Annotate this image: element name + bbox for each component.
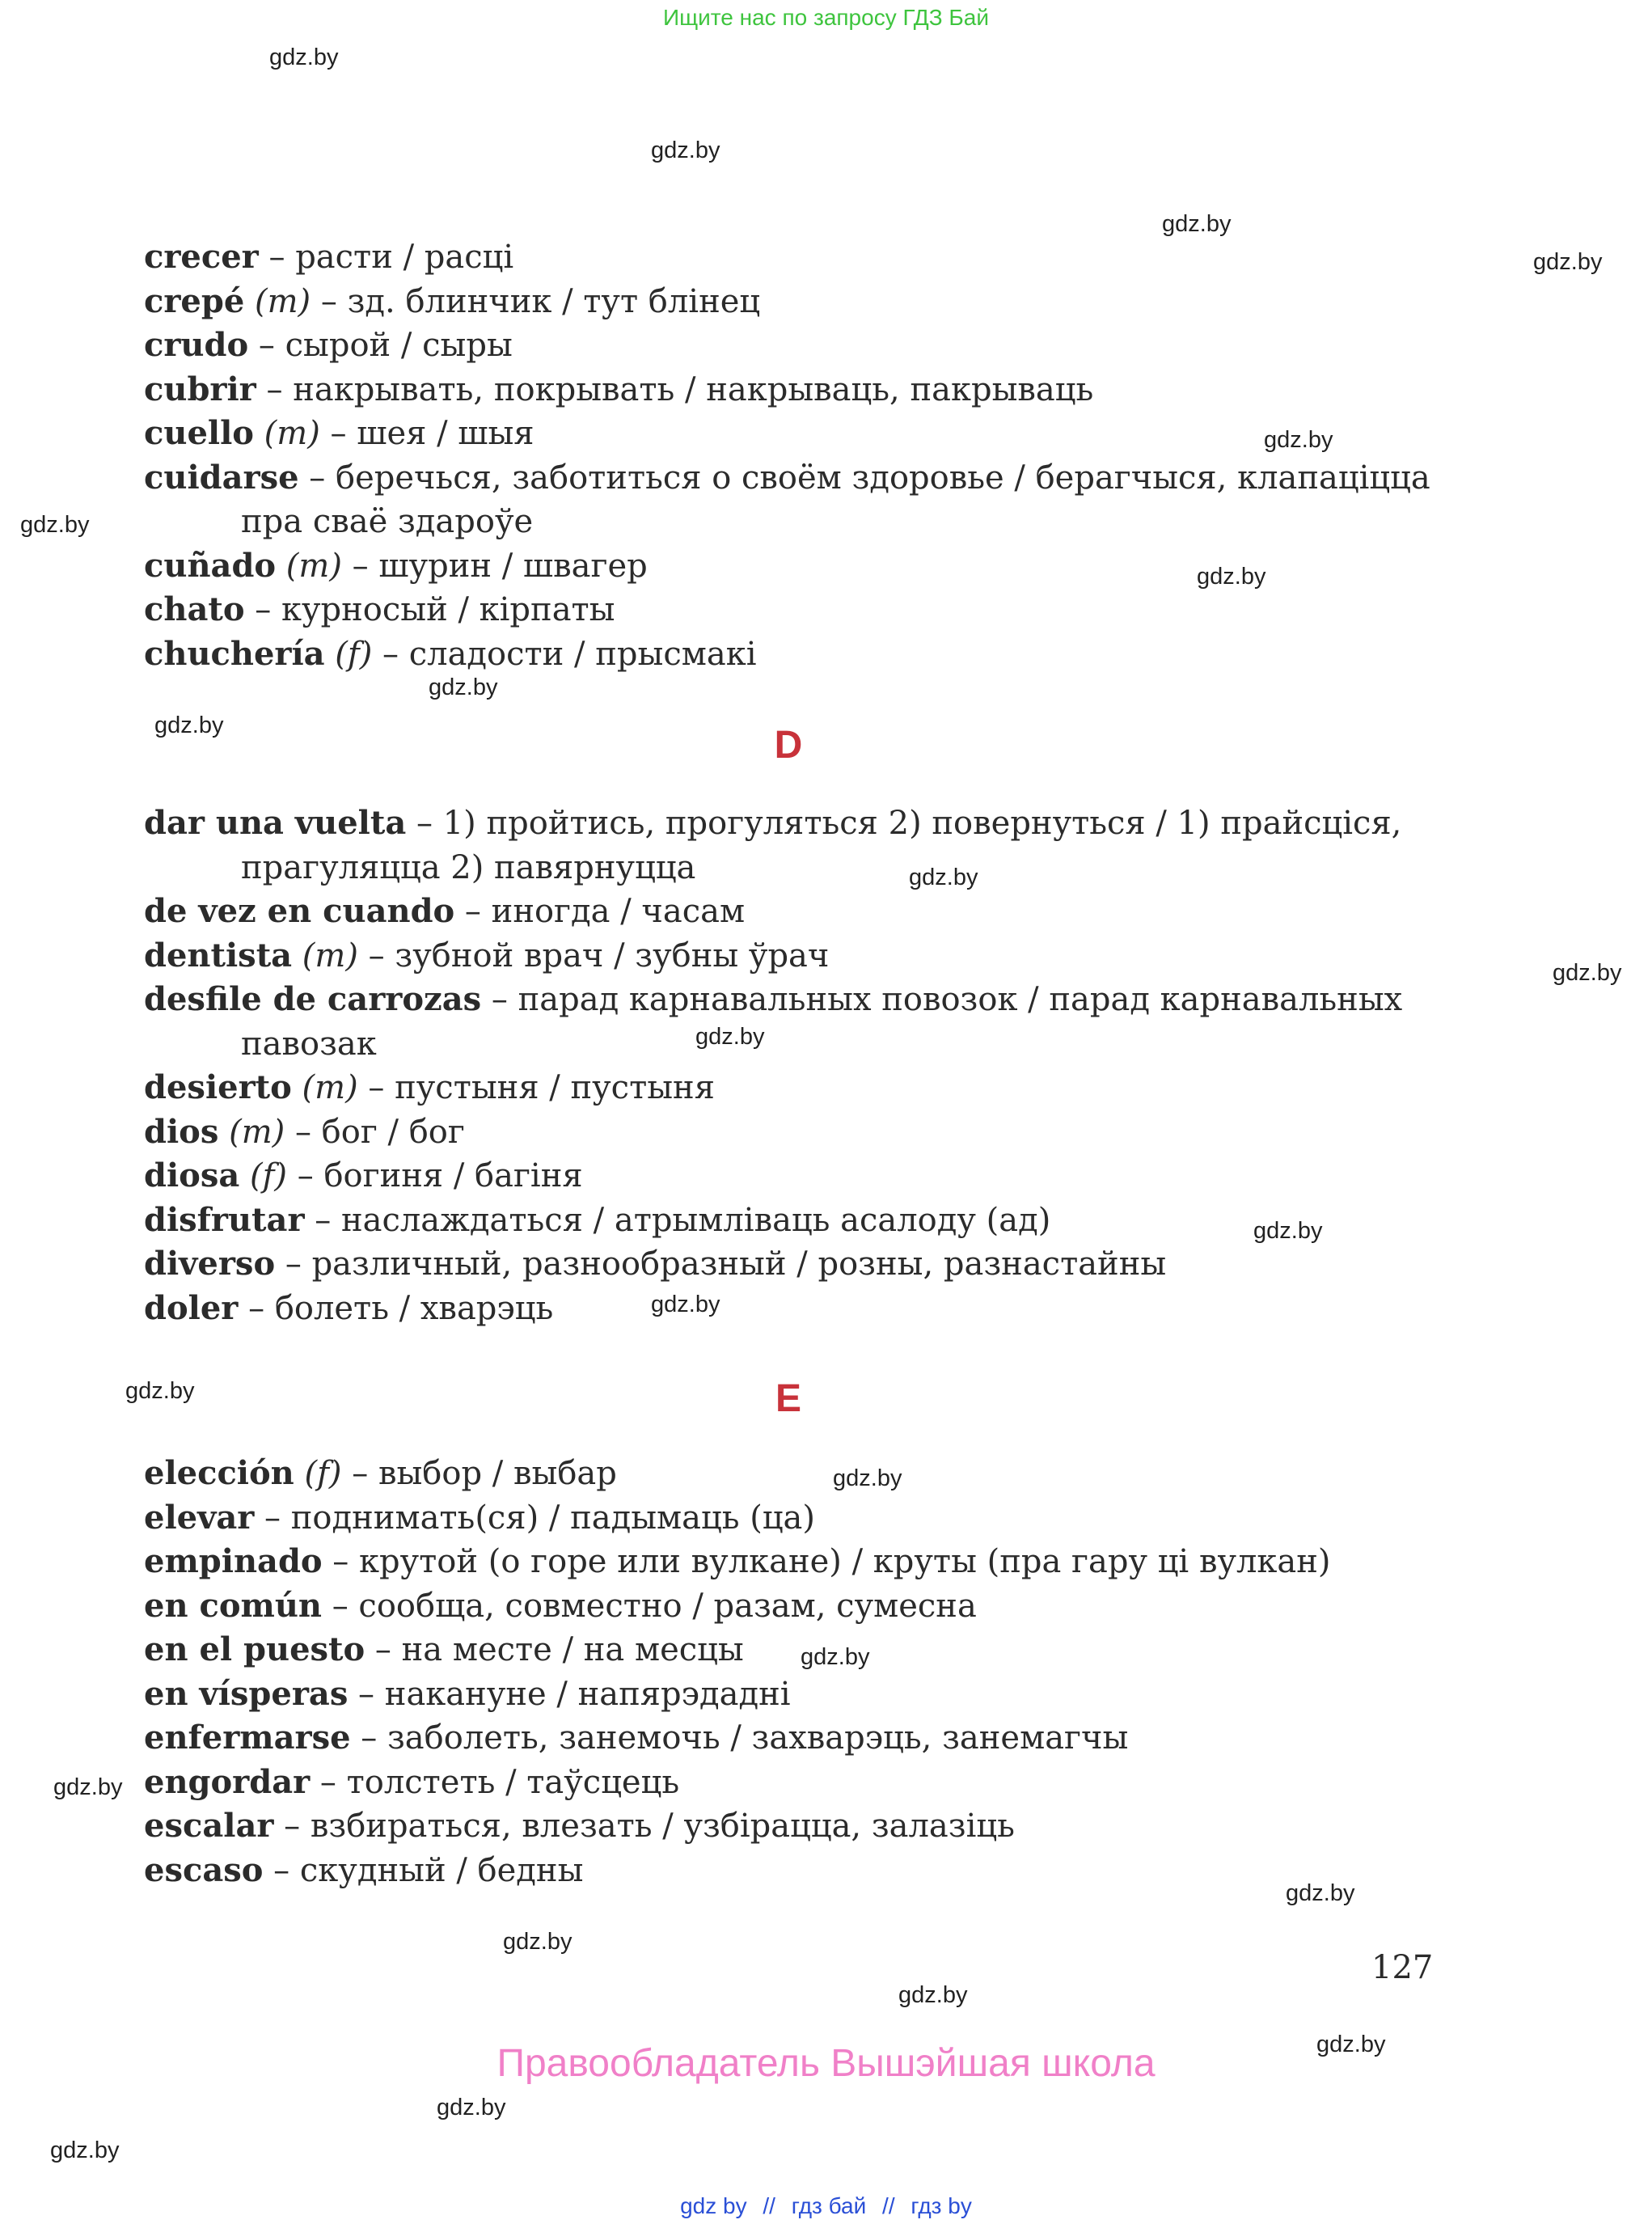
headword: dios xyxy=(144,1112,219,1151)
watermark: gdz.by xyxy=(1197,564,1266,590)
watermark: gdz.by xyxy=(154,712,224,738)
translation: заболеть, занемочь / захварэць, занемагчы xyxy=(387,1719,1129,1757)
headword: cuidarse xyxy=(144,458,299,497)
watermark: gdz.by xyxy=(833,1465,902,1491)
headword: chato xyxy=(144,590,245,628)
footer-link-gdz-by[interactable]: gdz by xyxy=(680,2193,747,2218)
headword: dar una vuelta xyxy=(144,804,407,842)
watermark: gdz.by xyxy=(20,512,90,538)
glossary-entry: crepé (m) – зд. блинчик / тут блінец xyxy=(144,281,761,320)
translation: зд. блинчик / тут блінец xyxy=(347,282,761,320)
glossary-entry: cuello (m) – шея / шыя xyxy=(144,414,534,452)
glossary-entry: desfile de carrozas – парад карнавальных повозок / парад карнавальных павозак xyxy=(144,980,1403,1063)
glossary-section-d xyxy=(144,801,1438,1330)
headword: disfrutar xyxy=(144,1200,305,1239)
glossary-entry: cuñado (m) – шурин / швагер xyxy=(144,546,648,585)
translation: на месте / на месцы xyxy=(401,1631,744,1668)
glossary-entry: diverso – различный, разнообразный / розны, разнастайны xyxy=(144,1245,1167,1283)
headword: crepé xyxy=(144,281,245,320)
footer-link-gdz-bai[interactable]: гдз бай xyxy=(791,2193,867,2218)
glossary-entry: escaso – скудный / бедны xyxy=(144,1850,584,1889)
watermark: gdz.by xyxy=(429,674,498,700)
headword: diosa xyxy=(144,1156,240,1194)
translation: толстеть / таўсцець xyxy=(346,1763,680,1801)
glossary-entry: escalar – взбираться, влезать / узбірацца, залазіць xyxy=(144,1807,1015,1845)
watermark: gdz.by xyxy=(898,1982,968,2008)
glossary-entry: desierto (m) – пустыня / пустыня xyxy=(144,1068,715,1106)
glossary-entry: chato – курносый / кірпаты xyxy=(144,590,615,628)
glossary-entry: diosa (f) – богиня / багіня xyxy=(144,1156,583,1194)
translation: различный, разнообразный / розны, разнастайны xyxy=(311,1245,1167,1283)
glossary-entry: engordar – толстеть / таўсцець xyxy=(144,1762,680,1801)
glossary-entry: cuidarse – беречься, заботиться о своём здоровье / берагчыся, клапаціцца пра сваё здароўе xyxy=(144,458,1430,540)
glossary-entry: enfermarse – заболеть, занемочь / захварэць, занемагчы xyxy=(144,1719,1129,1757)
glossary-entry: elección (f) – выбор / выбар xyxy=(144,1454,617,1492)
translation: накрывать, покрывать / накрываць, пакрываць xyxy=(293,370,1094,408)
translation: богиня / багіня xyxy=(323,1157,583,1194)
watermark: gdz.by xyxy=(909,865,978,890)
watermark: gdz.by xyxy=(1286,1880,1355,1906)
translation: сообща, совместно / разам, сумесна xyxy=(358,1587,977,1625)
glossary-section-e xyxy=(144,1452,1438,1892)
translation: скудный / бедны xyxy=(299,1851,584,1889)
glossary-entry: cubrir – накрывать, покрывать / накрываць, пакрываць xyxy=(144,370,1094,408)
translation: выбор / выбар xyxy=(378,1455,617,1492)
headword: doler xyxy=(144,1288,239,1327)
watermark: gdz.by xyxy=(53,1774,123,1800)
glossary-entry: en común – сообща, совместно / разам, сумесна xyxy=(144,1586,977,1625)
footer-link-gdz-by-cyr[interactable]: гдз by xyxy=(911,2193,972,2218)
headword: cuñado xyxy=(144,546,277,585)
glossary-entry: doler – болеть / хварэць xyxy=(144,1288,554,1327)
headword: elevar xyxy=(144,1498,255,1537)
translation: крутой (о горе или вулкане) / круты (пра гару ці вулкан) xyxy=(359,1543,1331,1580)
watermark: gdz.by xyxy=(269,44,339,70)
watermark: gdz.by xyxy=(695,1024,765,1050)
watermark: gdz.by xyxy=(1553,960,1622,986)
headword: cuello xyxy=(144,414,254,452)
watermark: gdz.by xyxy=(1162,211,1232,237)
watermark: gdz.by xyxy=(125,1378,195,1404)
watermark: gdz.by xyxy=(651,137,720,163)
watermark: gdz.by xyxy=(503,1929,572,1955)
headword: cubrir xyxy=(144,370,256,408)
translation: бог / бог xyxy=(321,1113,465,1151)
headword: escaso xyxy=(144,1850,264,1889)
headword: escalar xyxy=(144,1807,274,1845)
headword: diverso xyxy=(144,1245,276,1283)
headword: crudo xyxy=(144,326,249,364)
translation: сырой / сыры xyxy=(285,327,513,364)
watermark: gdz.by xyxy=(1316,2032,1386,2057)
rights-holder-notice: Правообладатель Вышэйшая школа xyxy=(496,2042,1156,2085)
glossary-entry: disfrutar – наслаждаться / атрымліваць асалоду (ад) xyxy=(144,1200,1051,1239)
headword: en común xyxy=(144,1586,322,1625)
headword: empinado xyxy=(144,1542,323,1580)
translation: иногда / часам xyxy=(491,893,746,930)
glossary-entry: dar una vuelta – 1) пройтись, прогуляться 2) повернуться / 1) прайсціся, прагуляцца 2) павярнуцца xyxy=(144,804,1402,886)
headword: desierto xyxy=(144,1068,292,1106)
glossary-entry: dentista (m) – зубной врач / зубны ўрач xyxy=(144,936,830,975)
glossary-entry: crudo – сырой / сыры xyxy=(144,326,513,364)
glossary-section-c xyxy=(144,235,1438,676)
glossary-entry: en el puesto – на месте / на месцы xyxy=(144,1630,744,1668)
watermark: gdz.by xyxy=(1264,427,1333,453)
glossary-entry: elevar – поднимать(ся) / падымаць (ца) xyxy=(144,1498,816,1537)
footer-separator: // xyxy=(763,2193,775,2218)
translation: расти / расці xyxy=(295,239,514,276)
watermark: gdz.by xyxy=(50,2137,120,2163)
watermark: gdz.by xyxy=(801,1644,870,1670)
headword: elección xyxy=(144,1454,294,1492)
headword: crecer xyxy=(144,238,259,276)
glossary-entry: empinado – крутой (о горе или вулкане) / круты (пра гару ці вулкан) xyxy=(144,1542,1331,1580)
headword: en el puesto xyxy=(144,1630,365,1668)
watermark: gdz.by xyxy=(1533,249,1603,275)
watermark: gdz.by xyxy=(651,1292,720,1317)
headword: de vez en cuando xyxy=(144,892,455,930)
translation: пустыня / пустыня xyxy=(395,1069,715,1106)
translation: курносый / кірпаты xyxy=(281,591,615,628)
glossary-entry: chuchería (f) – сладости / прысмакі xyxy=(144,634,757,673)
footer-separator: // xyxy=(882,2193,895,2218)
headword: engordar xyxy=(144,1762,311,1801)
headword: en vísperas xyxy=(144,1674,349,1713)
glossary-entry: de vez en cuando – иногда / часам xyxy=(144,892,746,930)
translation: накануне / напярэдадні xyxy=(384,1675,791,1713)
page-number: 127 xyxy=(1371,1949,1434,1986)
watermark: gdz.by xyxy=(437,2095,506,2120)
translation: зубной врач / зубны ўрач xyxy=(395,937,830,975)
glossary-entry: dios (m) – бог / бог xyxy=(144,1112,465,1151)
headword: dentista xyxy=(144,936,293,975)
translation: сладости / прысмакі xyxy=(408,635,757,673)
translation: взбираться, влезать / узбірацца, залазіць xyxy=(310,1808,1015,1845)
footer-links xyxy=(0,2193,1652,2219)
glossary-entry: crecer – расти / расці xyxy=(144,238,514,276)
headword: chuchería xyxy=(144,634,325,673)
headword: desfile de carrozas xyxy=(144,980,482,1018)
translation: наслаждаться / атрымліваць асалоду (ад) xyxy=(340,1201,1051,1239)
headword: enfermarse xyxy=(144,1719,351,1757)
translation: 1) пройтись, прогуляться 2) повернуться / 1) прайсціся, прагуляцца 2) павярнуцца xyxy=(241,805,1402,886)
glossary-entry: en vísperas – накануне / напярэдадні xyxy=(144,1674,791,1713)
section-letter-e: E xyxy=(775,1377,801,1420)
translation: шея / шыя xyxy=(357,415,534,452)
translation: болеть / хварэць xyxy=(274,1289,554,1327)
translation: беречься, заботиться о своём здоровье / берагчыся, клапаціцца пра сваё здароўе xyxy=(241,459,1430,540)
watermark: gdz.by xyxy=(1253,1218,1323,1244)
top-banner[interactable]: Ищите нас по запросу ГДЗ Бай xyxy=(662,5,990,30)
translation: парад карнавальных повозок / парад карнавальных павозак xyxy=(241,981,1403,1063)
section-letter-d: D xyxy=(774,724,803,767)
translation: поднимать(ся) / падымаць (ца) xyxy=(290,1499,816,1537)
translation: шурин / швагер xyxy=(378,547,648,585)
